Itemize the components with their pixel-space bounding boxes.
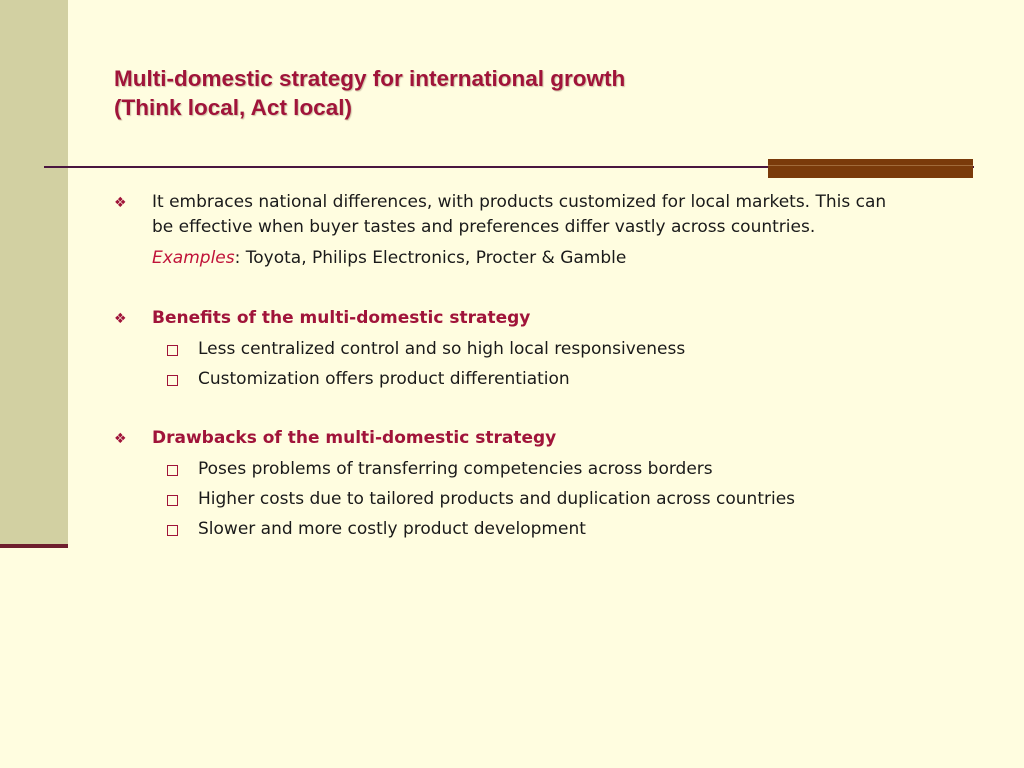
title-line-1: Multi-domestic strategy for international growth <box>114 66 626 91</box>
drawbacks-heading: Drawbacks of the multi-domestic strategy <box>152 428 557 448</box>
intro-line-1: It embraces national differences, with products customized for local markets. This can <box>152 192 887 212</box>
benefit-text: Customization offers product differentiation <box>198 369 570 389</box>
square-bullet-icon <box>167 525 178 536</box>
square-bullet-icon <box>167 375 178 386</box>
benefits-heading: Benefits of the multi-domestic strategy <box>152 308 531 328</box>
slide-title <box>114 64 974 122</box>
drawback-text: Slower and more costly product development <box>198 519 586 539</box>
square-bullet-icon <box>167 345 178 356</box>
square-bullet-icon <box>167 495 178 506</box>
square-bullet-icon <box>167 465 178 476</box>
four-diamond-bullet-icon: ❖ <box>114 311 127 327</box>
drawback-text: Poses problems of transferring competencies across borders <box>198 459 713 479</box>
title-line-2: (Think local, Act local) <box>114 95 352 120</box>
intro-line-2: be effective when buyer tastes and preferences differ vastly across countries. <box>152 217 816 237</box>
examples-colon: : <box>234 248 241 268</box>
left-band-underline <box>0 544 68 548</box>
examples-row <box>152 248 626 268</box>
title-divider-bar <box>768 159 973 178</box>
examples-text: Toyota, Philips Electronics, Procter & Gamble <box>245 248 627 268</box>
examples-label: Examples <box>152 248 235 268</box>
benefit-text: Less centralized control and so high local responsiveness <box>198 339 686 359</box>
four-diamond-bullet-icon: ❖ <box>114 431 127 447</box>
left-decorative-band <box>0 0 68 548</box>
four-diamond-bullet-icon: ❖ <box>114 195 127 211</box>
drawback-text: Higher costs due to tailored products and duplication across countries <box>198 489 796 509</box>
